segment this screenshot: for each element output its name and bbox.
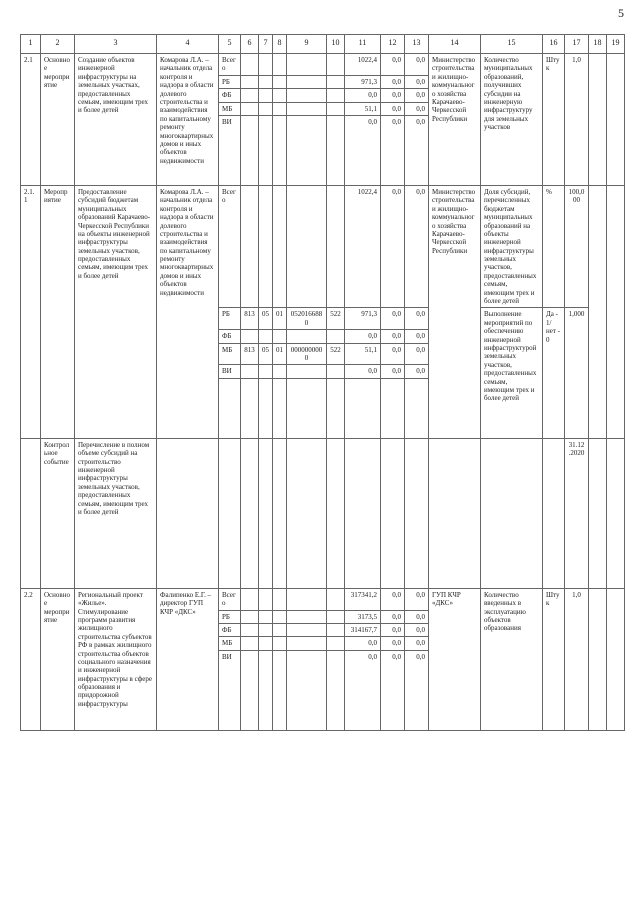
column-number: 13: [405, 35, 429, 54]
amount-2020: 0,0: [345, 89, 381, 102]
funding-source: МБ: [219, 637, 241, 650]
activity-kind: Контрольное событие: [41, 438, 75, 588]
indicator-value: 1,000: [565, 308, 589, 438]
row-number: 2.2: [21, 588, 41, 730]
column-number: 17: [565, 35, 589, 54]
program-table: [20, 34, 625, 731]
column-number: 2: [41, 35, 75, 54]
amount-2022: 0,0: [405, 185, 429, 307]
indicator-unit: Да - 1/ нет - 0: [543, 308, 565, 438]
indicator-unit: Штук: [543, 54, 565, 186]
amount-2021: 0,0: [381, 115, 405, 185]
amount-2021: 0,0: [381, 343, 405, 365]
amount-2020: 0,0: [345, 637, 381, 650]
row-number: 2.1: [21, 54, 41, 186]
funding-source: ФБ: [219, 623, 241, 636]
column-number: 11: [345, 35, 381, 54]
activity-name: Перечисление в полном объеме субсидий на строительство инженерной инфраструктуры земельных участков, предоставленных семьям, имеющим трех и более детей: [75, 438, 157, 588]
funding-source: ФБ: [219, 89, 241, 102]
amount-2020: 51,1: [345, 102, 381, 115]
amount-2020: 1022,4: [345, 185, 381, 307]
column-number: 16: [543, 35, 565, 54]
budget-code-vr: 522: [327, 308, 345, 330]
column-number: 8: [273, 35, 287, 54]
amount-2022: 0,0: [405, 623, 429, 636]
amount-2020: 314167,7: [345, 623, 381, 636]
indicator-name: Доля субсидий, перечисленных бюджетам муниципальных образований на объекты инженерной инфраструктуры земельных участков, предоставленных семьям, имеющим трех и более детей: [481, 185, 543, 307]
column-number: 3: [75, 35, 157, 54]
indicator-name: Количество введенных в эксплуатацию объектов образования: [481, 588, 543, 730]
amount-2020: 0,0: [345, 650, 381, 730]
table-row: [21, 185, 625, 307]
amount-2020: 3173,5: [345, 610, 381, 623]
activity-name: Региональный проект «Жилье». Стимулирование программ развития жилищного строительства субъектов РФ в рамках жилищного строительства объектов социального назначения и инженерной инфраструктуры в сфере образования и придорожной инфраструктуры: [75, 588, 157, 730]
amount-2021: 0,0: [381, 588, 405, 610]
amount-2022: 0,0: [405, 115, 429, 185]
table-row: [21, 438, 625, 588]
activity-name: Создание объектов инженерной инфраструктуры на земельных участках, предоставленных семьям, имеющим трех и более детей: [75, 54, 157, 186]
amount-2022: 0,0: [405, 610, 429, 623]
amount-2020: 51,1: [345, 343, 381, 365]
amount-2021: 0,0: [381, 610, 405, 623]
funding-source: МБ: [219, 343, 241, 365]
budget-code-rz: 05: [259, 343, 273, 365]
indicator-name: Количество муниципальных образований, получивших субсидии на инженерную инфраструктуру для земельных участков: [481, 54, 543, 186]
budget-code-csr: 0000000000: [287, 343, 327, 365]
amount-2022: 0,0: [405, 330, 429, 343]
funding-source: Всего: [219, 185, 241, 307]
budget-code-csr: 0520166880: [287, 308, 327, 330]
budget-code-vr: 522: [327, 343, 345, 365]
amount-2022: 0,0: [405, 365, 429, 378]
amount-2020: 971,3: [345, 75, 381, 88]
table-row: [21, 54, 625, 76]
column-number: 1: [21, 35, 41, 54]
activity-name: Предоставление субсидий бюджетам муниципальных образований Карачаево-Черкесской Республики на объекты инженерной инфраструктуры земельных участков, предоставленных семьям, имеющим трех и более детей: [75, 185, 157, 438]
amount-2021: 0,0: [381, 650, 405, 730]
funding-source: РБ: [219, 75, 241, 88]
amount-2021: 0,0: [381, 365, 405, 378]
executor: Комарова Л.А. – начальник отдела контроля и надзора в области долевого строительства и взаимодействия по капитальному ремонту многоквартирных домов и иных объектов недвижимости: [157, 185, 219, 438]
amount-2021: 0,0: [381, 102, 405, 115]
column-number: 7: [259, 35, 273, 54]
budget-code-pr: 01: [273, 308, 287, 330]
amount-2020: 1022,4: [345, 54, 381, 76]
amount-2020: 971,3: [345, 308, 381, 330]
amount-2021: 0,0: [381, 623, 405, 636]
budget-code-gl: 813: [241, 308, 259, 330]
funding-source: МБ: [219, 102, 241, 115]
amount-2020: 317341,2: [345, 588, 381, 610]
budget-code-gl: 813: [241, 343, 259, 365]
amount-2021: 0,0: [381, 637, 405, 650]
amount-2020: 0,0: [345, 330, 381, 343]
amount-2020: 0,0: [345, 115, 381, 185]
column-number: 10: [327, 35, 345, 54]
column-number: 12: [381, 35, 405, 54]
responsible-ministry: Министерство строительства и жилищно-коммунального хозяйства Карачаево-Черкесской Республики: [429, 54, 481, 186]
indicator-value: 1,0: [565, 588, 589, 730]
column-number: 5: [219, 35, 241, 54]
executor: Фалипенко Е.Г. – директор ГУП КЧР «ДКС»: [157, 588, 219, 730]
executor: Комарова Л.А. – начальник отдела контроля и надзора в области долевого строительства и взаимодействия по капитальному ремонту многоквартирных домов и иных объектов недвижимости: [157, 54, 219, 186]
column-number: 19: [607, 35, 625, 54]
amount-2021: 0,0: [381, 185, 405, 307]
indicator-value: 1,0: [565, 54, 589, 186]
amount-2022: 0,0: [405, 102, 429, 115]
funding-source: ВИ: [219, 650, 241, 730]
indicator-unit: Штук: [543, 588, 565, 730]
column-number-row: [21, 35, 625, 54]
indicator-unit: %: [543, 185, 565, 307]
budget-code-pr: 01: [273, 343, 287, 365]
funding-source: ВИ: [219, 115, 241, 185]
amount-2022: 0,0: [405, 650, 429, 730]
column-number: 15: [481, 35, 543, 54]
column-number: 14: [429, 35, 481, 54]
event-date: 31.12.2020: [565, 438, 589, 588]
activity-kind: Основное мероприятие: [41, 54, 75, 186]
column-number: 6: [241, 35, 259, 54]
amount-2021: 0,0: [381, 308, 405, 330]
activity-kind: Основное мероприятие: [41, 588, 75, 730]
column-number: 4: [157, 35, 219, 54]
amount-2020: 0,0: [345, 365, 381, 378]
column-number: 9: [287, 35, 327, 54]
indicator-name: Выполнение мероприятий по обеспечению инженерной инфраструктурой земельных участков, предоставленных семьям, имеющим трех и более детей: [481, 308, 543, 438]
funding-source: РБ: [219, 610, 241, 623]
page-number: 5: [618, 6, 624, 20]
amount-2022: 0,0: [405, 343, 429, 365]
funding-source: ВИ: [219, 365, 241, 378]
row-number: 2.1.1: [21, 185, 41, 438]
responsible-ministry: ГУП КЧР «ДКС»: [429, 588, 481, 730]
indicator-value: 100,000: [565, 185, 589, 307]
table-row: [21, 588, 625, 610]
amount-2022: 0,0: [405, 54, 429, 76]
column-number: 18: [589, 35, 607, 54]
amount-2022: 0,0: [405, 89, 429, 102]
activity-kind: Мероприятие: [41, 185, 75, 438]
funding-source: Всего: [219, 588, 241, 610]
funding-source: ФБ: [219, 330, 241, 343]
amount-2022: 0,0: [405, 75, 429, 88]
amount-2021: 0,0: [381, 89, 405, 102]
amount-2021: 0,0: [381, 54, 405, 76]
responsible-ministry: Министерство строительства и жилищно-коммунального хозяйства Карачаево-Черкесской Республики: [429, 185, 481, 438]
funding-source: РБ: [219, 308, 241, 330]
amount-2022: 0,0: [405, 308, 429, 330]
amount-2022: 0,0: [405, 637, 429, 650]
budget-code-rz: 05: [259, 308, 273, 330]
amount-2021: 0,0: [381, 330, 405, 343]
funding-source: Всего: [219, 54, 241, 76]
amount-2022: 0,0: [405, 588, 429, 610]
amount-2021: 0,0: [381, 75, 405, 88]
